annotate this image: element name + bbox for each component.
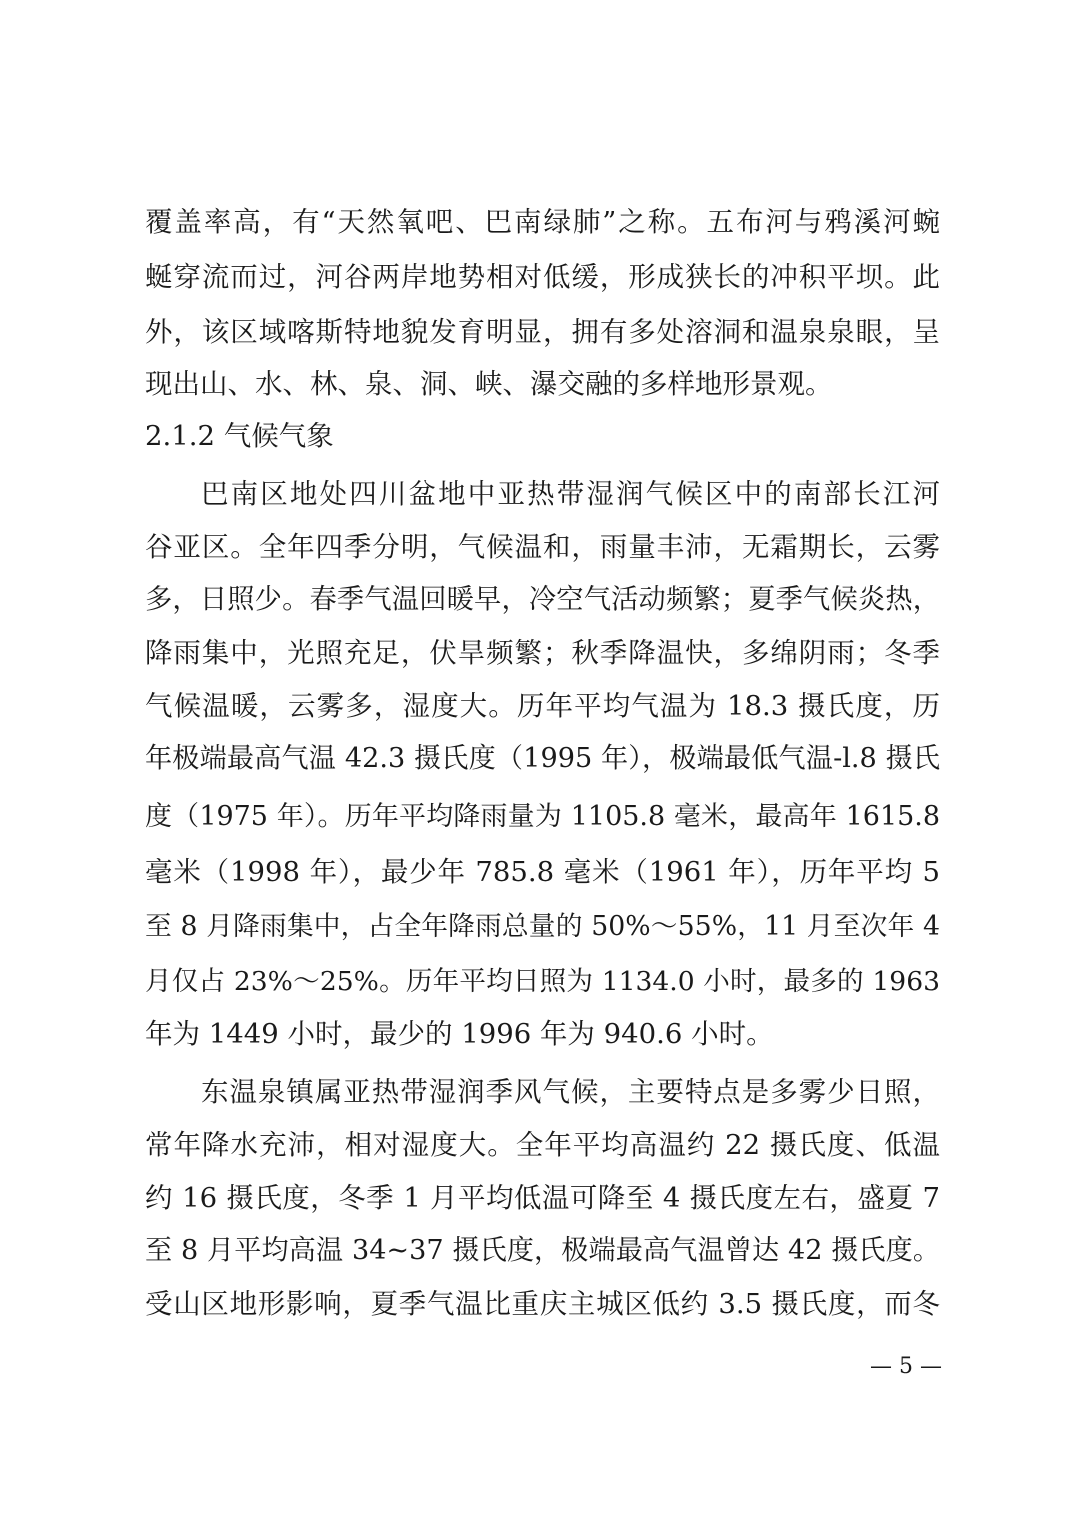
paragraph-2-line-3: 多，日照少。春季气温回暖早，冷空气活动频繁；夏季气候炎热，: [145, 584, 940, 615]
paragraph-2-line-4: 降雨集中，光照充足，伏旱频繁；秋季降温快，多绵阴雨；冬季: [145, 637, 940, 669]
paragraph-3-line-5: 受山区地形影响，夏季气温比重庆主城区低约 3.5 摄氏度，而冬: [145, 1288, 940, 1320]
section-heading: 2.1.2 气候气象: [145, 420, 334, 452]
paragraph-2-line-6: 年极端最高气温 42.3 摄氏度（1995 年），极端最低气温-l.8 摄氏: [145, 743, 940, 774]
paragraph-1-line-2: 蜒穿流而过，河谷两岸地势相对低缓，形成狭长的冲积平坝。此: [145, 261, 940, 293]
paragraph-2-line-11: 年为 1449 小时，最少的 1996 年为 940.6 小时。: [145, 1018, 774, 1050]
paragraph-2-line-8: 毫米（1998 年），最少年 785.8 毫米（1961 年），历年平均 5: [145, 856, 940, 888]
paragraph-3-line-4: 至 8 月平均高温 34~37 摄氏度，极端最高气温曾达 42 摄氏度。: [145, 1235, 940, 1266]
paragraph-1-line-1: 覆盖率高，有“天然氧吧、巴南绿肺”之称。五布河与鸦溪河蜿: [145, 206, 940, 238]
paragraph-2-line-10: 月仅占 23%～25%。历年平均日照为 1134.0 小时，最多的 1963: [145, 966, 940, 997]
paragraph-3-line-1: 东温泉镇属亚热带湿润季风气候，主要特点是多雾少日照，: [201, 1076, 940, 1108]
paragraph-2-line-9: 至 8 月降雨集中，占全年降雨总量的 50%～55%，11 月至次年 4: [145, 911, 940, 942]
paragraph-2-line-2: 谷亚区。全年四季分明，气候温和，雨量丰沛，无霜期长，云雾: [145, 531, 940, 563]
paragraph-3-line-2: 常年降水充沛，相对湿度大。全年平均高温约 22 摄氏度、低温: [145, 1129, 940, 1161]
paragraph-2-line-7: 度（1975 年）。历年平均降雨量为 1105.8 毫米，最高年 1615.8: [145, 801, 940, 832]
paragraph-3-line-3: 约 16 摄氏度，冬季 1 月平均低温可降至 4 摄氏度左右，盛夏 7: [145, 1182, 940, 1214]
page-number: — 5 —: [870, 1354, 942, 1379]
paragraph-1-line-4: 现出山、水、林、泉、洞、峡、瀑交融的多样地形景观。: [145, 368, 833, 400]
paragraph-1-line-3: 外，该区域喀斯特地貌发育明显，拥有多处溶洞和温泉泉眼，呈: [145, 316, 940, 348]
paragraph-2-line-5: 气候温暖，云雾多，湿度大。历年平均气温为 18.3 摄氏度，历: [145, 690, 940, 722]
paragraph-2-line-1: 巴南区地处四川盆地中亚热带湿润气候区中的南部长江河: [201, 478, 940, 510]
